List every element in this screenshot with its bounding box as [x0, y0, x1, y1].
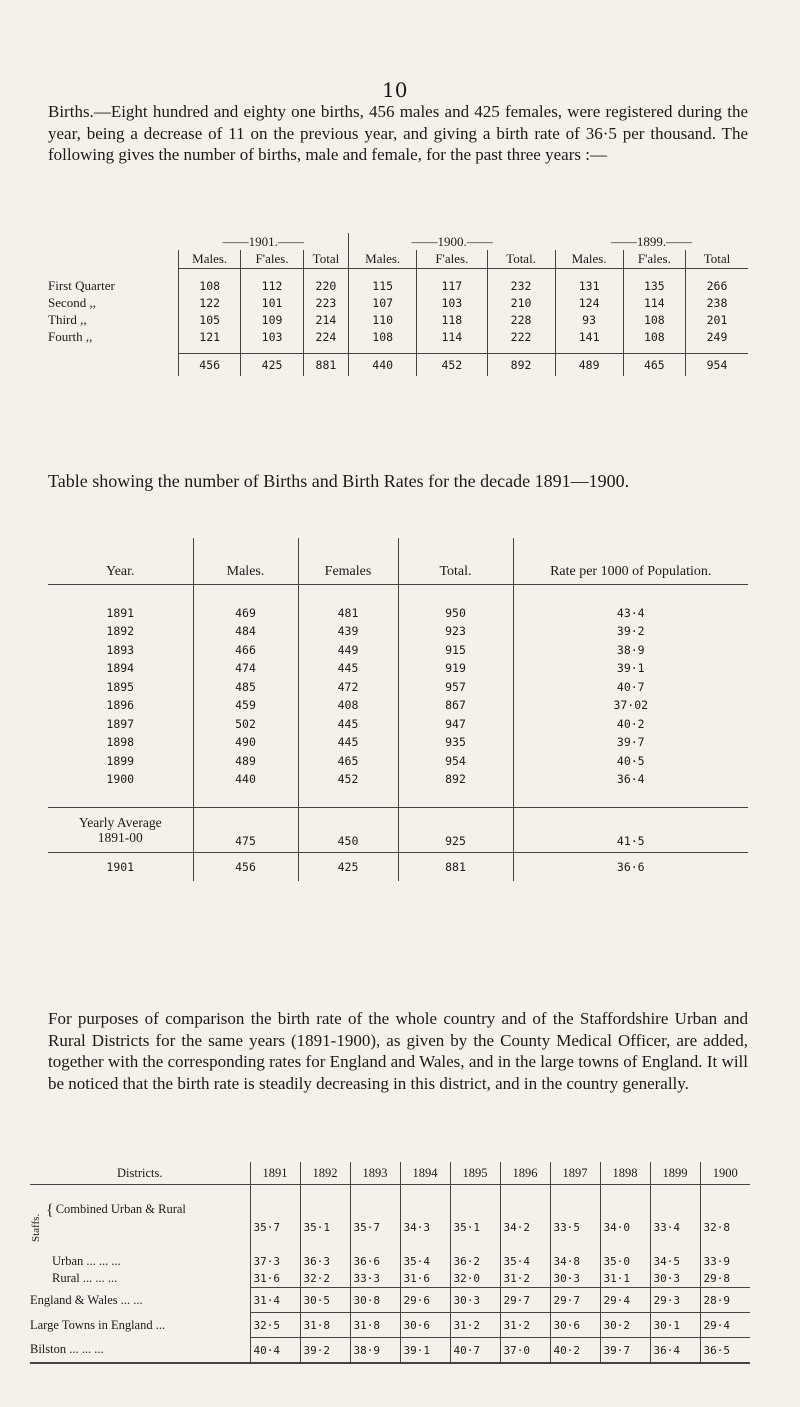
cell: 39·2	[300, 1338, 350, 1364]
year-header-row	[48, 233, 748, 250]
cell: 465	[298, 752, 398, 771]
cell: 31·4	[250, 1288, 300, 1313]
table-row	[30, 1270, 750, 1288]
cell: 30·6	[550, 1313, 600, 1338]
cell: 32·8	[700, 1202, 750, 1253]
cell: 485	[193, 678, 298, 697]
year-header: 1894	[400, 1162, 450, 1185]
cell: 34·2	[500, 1202, 550, 1253]
cell: 954	[398, 752, 513, 771]
total-cell: 489	[555, 354, 623, 377]
cell: 108	[178, 277, 240, 294]
cell: 29·7	[550, 1288, 600, 1313]
cell: 919	[398, 659, 513, 678]
year-header: 1893	[350, 1162, 400, 1185]
cell: 39·1	[513, 659, 748, 678]
cell: 408	[298, 696, 398, 715]
cell: 502	[193, 715, 298, 734]
header-row	[48, 538, 748, 585]
year-1899: ——1899.——	[610, 233, 693, 249]
cell: 475	[193, 808, 298, 853]
col-header-females: Females	[298, 538, 398, 585]
cell: 214	[303, 311, 348, 328]
cell: 32·5	[250, 1313, 300, 1338]
cell: 141	[555, 328, 623, 345]
cell: 1899	[106, 753, 135, 768]
year-1900: ——1900.——	[349, 233, 555, 250]
cell: 31·1	[600, 1270, 650, 1288]
cell: 39·2	[513, 622, 748, 641]
cell: 445	[298, 715, 398, 734]
cell: 238	[686, 294, 748, 311]
cell: 37·0	[500, 1338, 550, 1364]
cell: 37·02	[513, 696, 748, 715]
header-row	[30, 1162, 750, 1185]
cell: 35·1	[300, 1202, 350, 1253]
cell: 108	[349, 328, 417, 345]
cell: 124	[555, 294, 623, 311]
cell: 35·4	[500, 1253, 550, 1270]
cell: 31·2	[500, 1270, 550, 1288]
cell: 1901	[48, 853, 193, 882]
decade-table-caption: Table showing the number of Births and Birth Rates for the decade 1891—1900.	[48, 471, 630, 491]
cell: 450	[298, 808, 398, 853]
cell: 112	[241, 277, 303, 294]
col-header: Males.	[555, 250, 623, 269]
cell: 228	[487, 311, 555, 328]
cell: 30·3	[450, 1288, 500, 1313]
col-header-year: Year.	[48, 538, 193, 585]
cell: 892	[398, 770, 513, 789]
year-header: 1896	[500, 1162, 550, 1185]
district-name: Rural ... ... ...	[52, 1271, 118, 1286]
cell: 35·1	[450, 1202, 500, 1253]
cell: 1898	[106, 735, 135, 750]
table-row	[30, 1202, 750, 1253]
cell: 40·2	[550, 1338, 600, 1364]
cell: 29·8	[700, 1270, 750, 1288]
district-name: Urban ... ... ...	[52, 1254, 121, 1268]
cell: 490	[193, 733, 298, 752]
cell: 474	[193, 659, 298, 678]
cell: 32·0	[450, 1270, 500, 1288]
year-header: 1898	[600, 1162, 650, 1185]
cell: 445	[298, 733, 398, 752]
cell: 35·4	[400, 1253, 450, 1270]
cell: 30·3	[550, 1270, 600, 1288]
districts-rates-table	[30, 1162, 750, 1364]
cell: 122	[178, 294, 240, 311]
cell: 108	[623, 328, 685, 345]
table-row	[48, 752, 748, 771]
cell: 103	[241, 328, 303, 345]
cell: 34·0	[600, 1202, 650, 1253]
cell: 266	[686, 277, 748, 294]
cell: 222	[487, 328, 555, 345]
cell: 489	[193, 752, 298, 771]
cell: 40·2	[513, 715, 748, 734]
cell: 41·5	[513, 808, 748, 853]
cell: 30·1	[650, 1313, 700, 1338]
year-header: 1892	[300, 1162, 350, 1185]
cell: 459	[193, 696, 298, 715]
districts-header: Districts.	[30, 1162, 250, 1185]
table-row	[48, 715, 748, 734]
current-year-row	[48, 853, 748, 882]
cell: 1893	[106, 642, 135, 657]
cell: 1891	[106, 605, 135, 620]
table-row	[48, 641, 748, 660]
cell: 29·3	[650, 1288, 700, 1313]
cell: 867	[398, 696, 513, 715]
year-1901: ——1901.——	[222, 233, 304, 249]
col-header: Total	[303, 250, 348, 269]
cell: 484	[193, 622, 298, 641]
table-row	[48, 328, 748, 345]
table-row	[30, 1288, 750, 1313]
year-header: 1895	[450, 1162, 500, 1185]
total-cell: 465	[623, 354, 685, 377]
totals-row	[48, 354, 748, 377]
average-row	[48, 808, 748, 853]
cell: 466	[193, 641, 298, 660]
cell: 220	[303, 277, 348, 294]
cell: 38·9	[350, 1338, 400, 1364]
cell: 452	[298, 770, 398, 789]
cell: 30·6	[400, 1313, 450, 1338]
total-cell: 892	[487, 354, 555, 377]
cell: 36·6	[350, 1253, 400, 1270]
table-row	[48, 678, 748, 697]
col-header-rate: Rate per 1000 of Population.	[513, 538, 748, 585]
cell: 425	[298, 853, 398, 882]
cell: 223	[303, 294, 348, 311]
cell: 881	[398, 853, 513, 882]
decade-births-table	[48, 538, 748, 881]
cell: 117	[417, 277, 487, 294]
cell: 109	[241, 311, 303, 328]
average-label: Yearly Average 1891-00	[48, 808, 193, 853]
year-header: 1891	[250, 1162, 300, 1185]
year-header: 1897	[550, 1162, 600, 1185]
row-label: Fourth ,,	[48, 328, 93, 344]
cell: 35·0	[600, 1253, 650, 1270]
cell: 107	[349, 294, 417, 311]
cell: 947	[398, 715, 513, 734]
table-row	[48, 770, 748, 789]
cell: 38·9	[513, 641, 748, 660]
table-row	[48, 696, 748, 715]
cell: 43·4	[513, 604, 748, 623]
cell: 33·9	[700, 1253, 750, 1270]
cell: 1897	[106, 716, 135, 731]
cell: 33·4	[650, 1202, 700, 1253]
cell: 28·9	[700, 1288, 750, 1313]
table-row	[48, 277, 748, 294]
cell: 1894	[106, 661, 135, 676]
table-row	[30, 1338, 750, 1364]
cell: 456	[193, 853, 298, 882]
year-header: 1900	[700, 1162, 750, 1185]
cell: 469	[193, 604, 298, 623]
cell: 30·2	[600, 1313, 650, 1338]
cell: 249	[686, 328, 748, 345]
cell: 40·7	[513, 678, 748, 697]
col-header: Total	[686, 250, 748, 269]
cell: 36·5	[700, 1338, 750, 1364]
district-name: Large Towns in England ...	[30, 1317, 166, 1332]
col-header-males: Males.	[193, 538, 298, 585]
table-row	[48, 604, 748, 623]
cell: 472	[298, 678, 398, 697]
col-header: F'ales.	[417, 250, 487, 269]
cell: 121	[178, 328, 240, 345]
cell: 114	[623, 294, 685, 311]
row-label: Second ,,	[48, 294, 97, 310]
cell: 440	[193, 770, 298, 789]
cell: 39·7	[513, 733, 748, 752]
cell: 131	[555, 277, 623, 294]
cell: 29·4	[700, 1313, 750, 1338]
cell: 31·8	[300, 1313, 350, 1338]
district-name: England & Wales ... ...	[30, 1292, 143, 1307]
district-name: Staffs. { Combined Urban & Rural	[30, 1202, 250, 1253]
cell: 31·8	[350, 1313, 400, 1338]
cell: 103	[417, 294, 487, 311]
cell: 29·6	[400, 1288, 450, 1313]
cell: 101	[241, 294, 303, 311]
cell: 39·1	[400, 1338, 450, 1364]
cell: 135	[623, 277, 685, 294]
births-heading: Births.	[48, 102, 94, 121]
total-cell: 440	[349, 354, 417, 377]
row-label: First Quarter	[48, 277, 115, 293]
cell: 36·6	[513, 853, 748, 882]
col-header-total: Total.	[398, 538, 513, 585]
cell: 115	[349, 277, 417, 294]
total-cell: 456	[178, 354, 240, 377]
table-row	[48, 311, 748, 328]
cell: 105	[178, 311, 240, 328]
cell: 449	[298, 641, 398, 660]
cell: 1892	[106, 624, 135, 639]
staffs-label: Staffs.	[30, 1213, 42, 1242]
col-header: F'ales.	[623, 250, 685, 269]
cell: 30·8	[350, 1288, 400, 1313]
cell: 935	[398, 733, 513, 752]
cell: 210	[487, 294, 555, 311]
cell: 29·4	[600, 1288, 650, 1313]
cell: 1895	[106, 679, 135, 694]
total-cell: 881	[303, 354, 348, 377]
cell: 445	[298, 659, 398, 678]
cell: 36·4	[650, 1338, 700, 1364]
births-paragraph	[48, 101, 748, 166]
row-label: Third ,,	[48, 311, 87, 327]
cell: 35·7	[350, 1202, 400, 1253]
cell: 33·5	[550, 1202, 600, 1253]
cell: 40·7	[450, 1338, 500, 1364]
cell: 40·5	[513, 752, 748, 771]
table-row	[48, 659, 748, 678]
cell: 36·2	[450, 1253, 500, 1270]
sub-header-row	[48, 250, 748, 269]
cell: 34·8	[550, 1253, 600, 1270]
col-header: Males.	[349, 250, 417, 269]
cell: 32·2	[300, 1270, 350, 1288]
cell: 35·7	[250, 1202, 300, 1253]
cell: 110	[349, 311, 417, 328]
cell: 1900	[106, 772, 135, 787]
cell: 201	[686, 311, 748, 328]
cell: 30·3	[650, 1270, 700, 1288]
cell: 957	[398, 678, 513, 697]
table-row	[48, 294, 748, 311]
cell: 118	[417, 311, 487, 328]
births-text: —Eight hundred and eighty one births, 456 males and 425 females, were registered during the year, being a decrease of 11 on the previous year, and giving a birth rate of 36·5 per thousand. The following gives the number of births, male and female, for the past three years :—	[48, 102, 748, 164]
cell: 1896	[106, 698, 135, 713]
year-header: 1899	[650, 1162, 700, 1185]
table-row	[30, 1313, 750, 1338]
cell: 108	[623, 311, 685, 328]
col-header: Total.	[487, 250, 555, 269]
cell: 36·4	[513, 770, 748, 789]
cell: 915	[398, 641, 513, 660]
cell: 37·3	[250, 1253, 300, 1270]
total-cell: 425	[241, 354, 303, 377]
cell: 29·7	[500, 1288, 550, 1313]
col-header: F'ales.	[241, 250, 303, 269]
table-row	[30, 1253, 750, 1270]
comparison-paragraph: For purposes of comparison the birth rate of the whole country and of the Staffordshire Urban and Rural Districts for the same years (1891-1900), as given by the County Medical Officer, are added, together with the corresponding rates for England and Wales, and in the large towns of England. It will be noticed that the birth rate is steadily decreasing in this district, and in the country generally.	[48, 1009, 748, 1093]
cell: 36·3	[300, 1253, 350, 1270]
cell: 31·6	[400, 1270, 450, 1288]
total-cell: 954	[686, 354, 748, 377]
cell: 114	[417, 328, 487, 345]
cell: 950	[398, 604, 513, 623]
total-cell: 452	[417, 354, 487, 377]
cell: 481	[298, 604, 398, 623]
cell: 224	[303, 328, 348, 345]
cell: 33·3	[350, 1270, 400, 1288]
cell: 232	[487, 277, 555, 294]
table-row	[48, 622, 748, 641]
cell: 93	[555, 311, 623, 328]
cell: 40·4	[250, 1338, 300, 1364]
cell: 31·2	[500, 1313, 550, 1338]
cell: 34·5	[650, 1253, 700, 1270]
cell: 39·7	[600, 1338, 650, 1364]
district-name: Bilston ... ... ...	[30, 1342, 104, 1357]
cell: 925	[398, 808, 513, 853]
quarterly-births-table	[48, 233, 748, 376]
col-header: Males.	[178, 250, 240, 269]
cell: 34·3	[400, 1202, 450, 1253]
cell: 31·6	[250, 1270, 300, 1288]
table-row	[48, 733, 748, 752]
cell: 31·2	[450, 1313, 500, 1338]
cell: 923	[398, 622, 513, 641]
cell: 439	[298, 622, 398, 641]
page-number: 10	[382, 78, 408, 102]
cell: 30·5	[300, 1288, 350, 1313]
